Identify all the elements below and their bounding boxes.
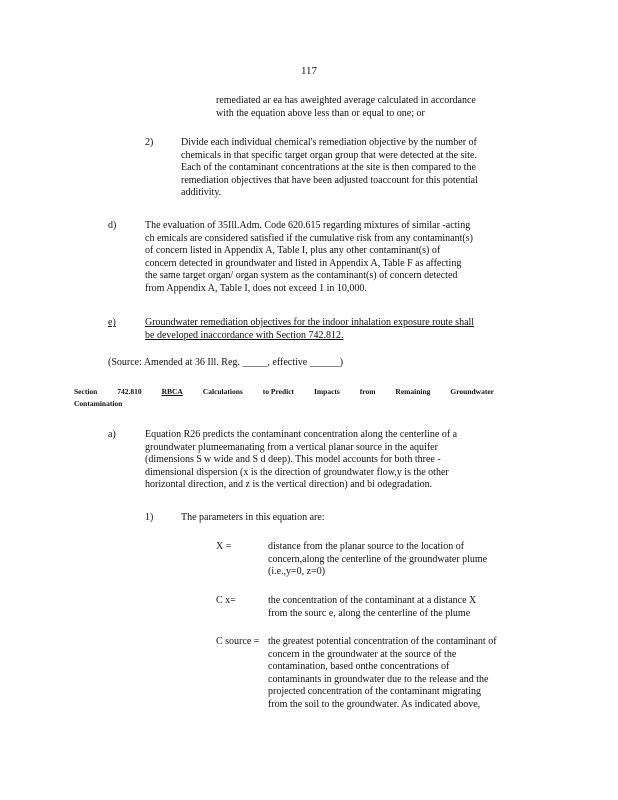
intro-paragraph <box>216 95 521 120</box>
text-line: from the sourc e, along the centerline of the plume <box>268 607 471 619</box>
definition-term-csource: C source = <box>216 636 260 647</box>
text-line: of concern listed in Appendix A, Table I, plus any other contaminant(s) of <box>145 245 441 257</box>
text-line: concern,along the centerline of the groundwater plume <box>268 553 488 565</box>
text-line: the same target organ/ organ system as the contaminant(s) of concern detected <box>145 270 458 282</box>
text-line: be developed inaccordance with Section 742.812. <box>145 329 344 341</box>
item-2-paragraph <box>181 137 541 200</box>
text-line: horizontal direction, and z is the vertical direction) and bi odegradation. <box>145 479 433 491</box>
heading-word: Impacts <box>314 387 340 396</box>
item-e-label: e) <box>108 317 116 328</box>
text-line: concern in the groundwater at the source of the <box>268 648 457 660</box>
text-line: Groundwater remediation objectives for the indoor inhalation exposure route shall <box>145 317 475 328</box>
text-line: The evaluation of 35Ill.Adm. Code 620.615 regarding mixtures of similar -acting <box>145 220 471 231</box>
text-line: the greatest potential concentration of the contaminant of <box>268 636 497 647</box>
text-line: concern detected in groundwater and listed in Appendix A, Table F as affecting <box>145 257 462 269</box>
text-line: chemicals in that specific target organ group that were detected at the site. <box>181 149 477 161</box>
text-line: remediated ar ea has aweighted average calculated in accordance <box>216 95 476 106</box>
heading-word: to Predict <box>262 387 295 396</box>
heading-word: Remaining <box>395 387 431 396</box>
text-line: Each of the contaminant concentrations at the site is then compared to the <box>181 162 476 174</box>
heading-word: from <box>359 387 376 396</box>
definition-body-x <box>268 541 546 579</box>
item-a-label: a) <box>108 429 116 440</box>
definition-body-csource <box>268 636 546 712</box>
text-line: Equation R26 predicts the contaminant concentration along the centerline of a <box>145 429 458 440</box>
text-line: contaminants in groundwater due to the release and the <box>268 673 489 685</box>
item-a1-label: 1) <box>145 512 154 523</box>
source-note: (Source: Amended at 36 Ill. Reg. _____, effective ______) <box>108 357 344 368</box>
page-number: 117 <box>300 65 318 77</box>
item-e-paragraph <box>145 317 545 342</box>
text-line: remediation objectives that have been adjusted toaccount for this potential <box>181 174 478 186</box>
text-line: contamination, based onthe concentrations of <box>268 661 450 673</box>
heading-word: Section <box>74 387 98 396</box>
item-d-paragraph <box>145 220 540 296</box>
definition-term-x: X = <box>216 541 232 552</box>
text-line: (dimensions S w wide and S d deep). This model accounts for both three - <box>145 454 441 466</box>
text-line: distance from the planar source to the location of <box>268 541 465 552</box>
text-line: groundwater plumeemanating from a vertical planar source in the aquifer <box>145 441 438 453</box>
section-heading-row2: Contamination <box>74 399 123 408</box>
heading-word: Calculations <box>202 387 243 396</box>
text-line: dimensional dispersion (x is the direction of groundwater flow,y is the other <box>145 466 449 478</box>
definition-body-cx <box>268 595 546 620</box>
heading-word: Groundwater <box>450 387 494 396</box>
text-line: ch emicals are considered satisfied if the cumulative risk from any contaminant(s) <box>145 232 473 244</box>
text-line: from Appendix A, Table I, does not exceed 1 in 10,000. <box>145 282 367 294</box>
text-line: (i.e.,y=0, z=0) <box>268 566 326 578</box>
heading-word: RBCA <box>161 387 183 396</box>
heading-word: 742.810 <box>117 387 142 396</box>
section-heading-row <box>74 386 494 398</box>
text-line: additivity. <box>181 187 222 199</box>
section-heading <box>74 386 554 410</box>
item-d-label: d) <box>108 220 117 231</box>
text-line: the concentration of the contaminant at a distance X <box>268 595 477 606</box>
text-line: Divide each individual chemical's remediation objective by the number of <box>181 137 477 148</box>
text-line: from the soil to the groundwater. As indicated above, <box>268 698 481 710</box>
definition-term-cx: C x= <box>216 595 236 606</box>
text-line: projected concentration of the contaminant migrating <box>268 686 481 698</box>
text-line: with the equation above less than or equal to one; or <box>216 107 425 119</box>
item-2-label: 2) <box>145 137 154 148</box>
item-a1-text: The parameters in this equation are: <box>181 512 325 523</box>
item-a-paragraph <box>145 429 523 492</box>
